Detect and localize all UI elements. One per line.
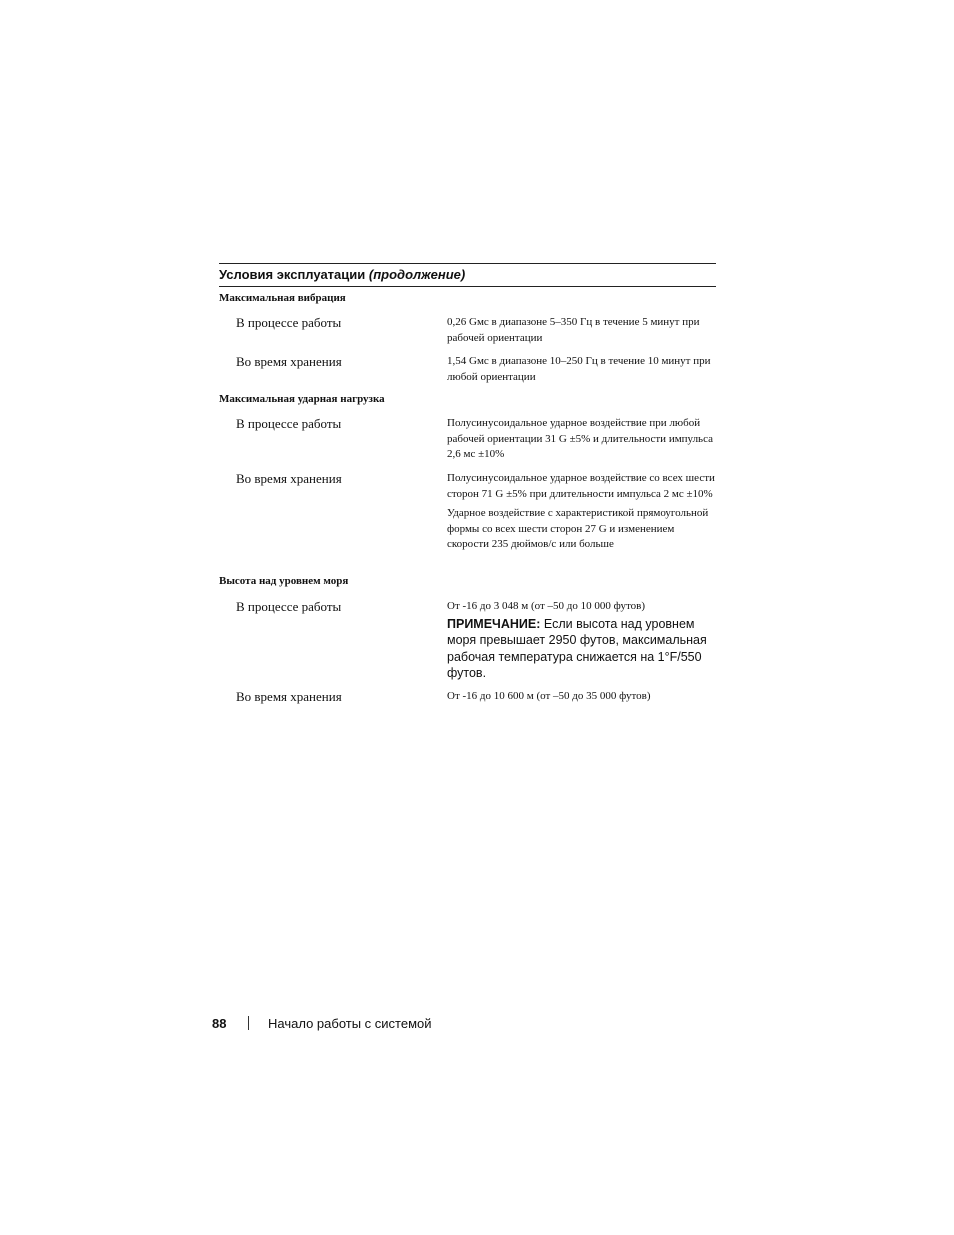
- page-number: 88: [212, 1016, 227, 1031]
- note-label: ПРИМЕЧАНИЕ:: [447, 616, 541, 631]
- row-value-text: Ударное воздействие с характеристикой прямоугольной формы со всех шести сторон 27 G и изменением скорости 235 дюймов/с или больше: [447, 507, 709, 551]
- row-label: Во время хранения: [236, 689, 342, 704]
- row-value: [447, 599, 715, 682]
- row-label: В процессе работы: [236, 315, 342, 330]
- footer-separator: [248, 1016, 249, 1030]
- note-text: Если высота над уровнем моря превышает 2950 футов, максимальная рабочая температура снижается на 1°F/550 футов.: [447, 616, 707, 681]
- row-label: Во время хранения: [236, 471, 342, 486]
- row-value: [447, 471, 715, 553]
- row-value-text: От -16 до 10 600 м (от –50 до 35 000 футов): [447, 690, 651, 702]
- footer-title: Начало работы с системой: [268, 1016, 432, 1031]
- row-value-text: 0,26 Gмс в диапазоне 5–350 Гц в течение 5 минут при рабочей ориентации: [447, 316, 700, 344]
- row-label: В процессе работы: [236, 599, 342, 614]
- row-value: [447, 354, 715, 385]
- row-label: Во время хранения: [236, 354, 342, 369]
- row-label: В процессе работы: [236, 416, 342, 431]
- row-value-text: Полусинусоидальное ударное воздействие при любой рабочей ориентации 31 G ±5% и длительности импульса 2,6 мс ±10%: [447, 417, 713, 461]
- section-heading-altitude: Высота над уровнем моря: [219, 575, 349, 587]
- row-value-text: Полусинусоидальное ударное воздействие со всех шести сторон 71 G ±5% при длительности импульса 2 мс ±10%: [447, 472, 715, 500]
- section-heading-vibration: Максимальная вибрация: [219, 292, 346, 304]
- row-value: [447, 689, 715, 705]
- table-title: [219, 263, 716, 287]
- note: [447, 616, 715, 682]
- row-value-text: От -16 до 3 048 м (от –50 до 10 000 футов): [447, 600, 646, 612]
- row-value-text: 1,54 Gмс в диапазоне 10–250 Гц в течение 10 минут при любой ориентации: [447, 355, 711, 383]
- row-value: [447, 416, 715, 463]
- table-title-continued: (продолжение): [368, 267, 466, 282]
- section-heading-shock: Максимальная ударная нагрузка: [219, 393, 385, 405]
- operating-conditions-table: [219, 263, 716, 704]
- table-title-text: Условия эксплуатации: [219, 267, 366, 282]
- row-value: [447, 315, 715, 346]
